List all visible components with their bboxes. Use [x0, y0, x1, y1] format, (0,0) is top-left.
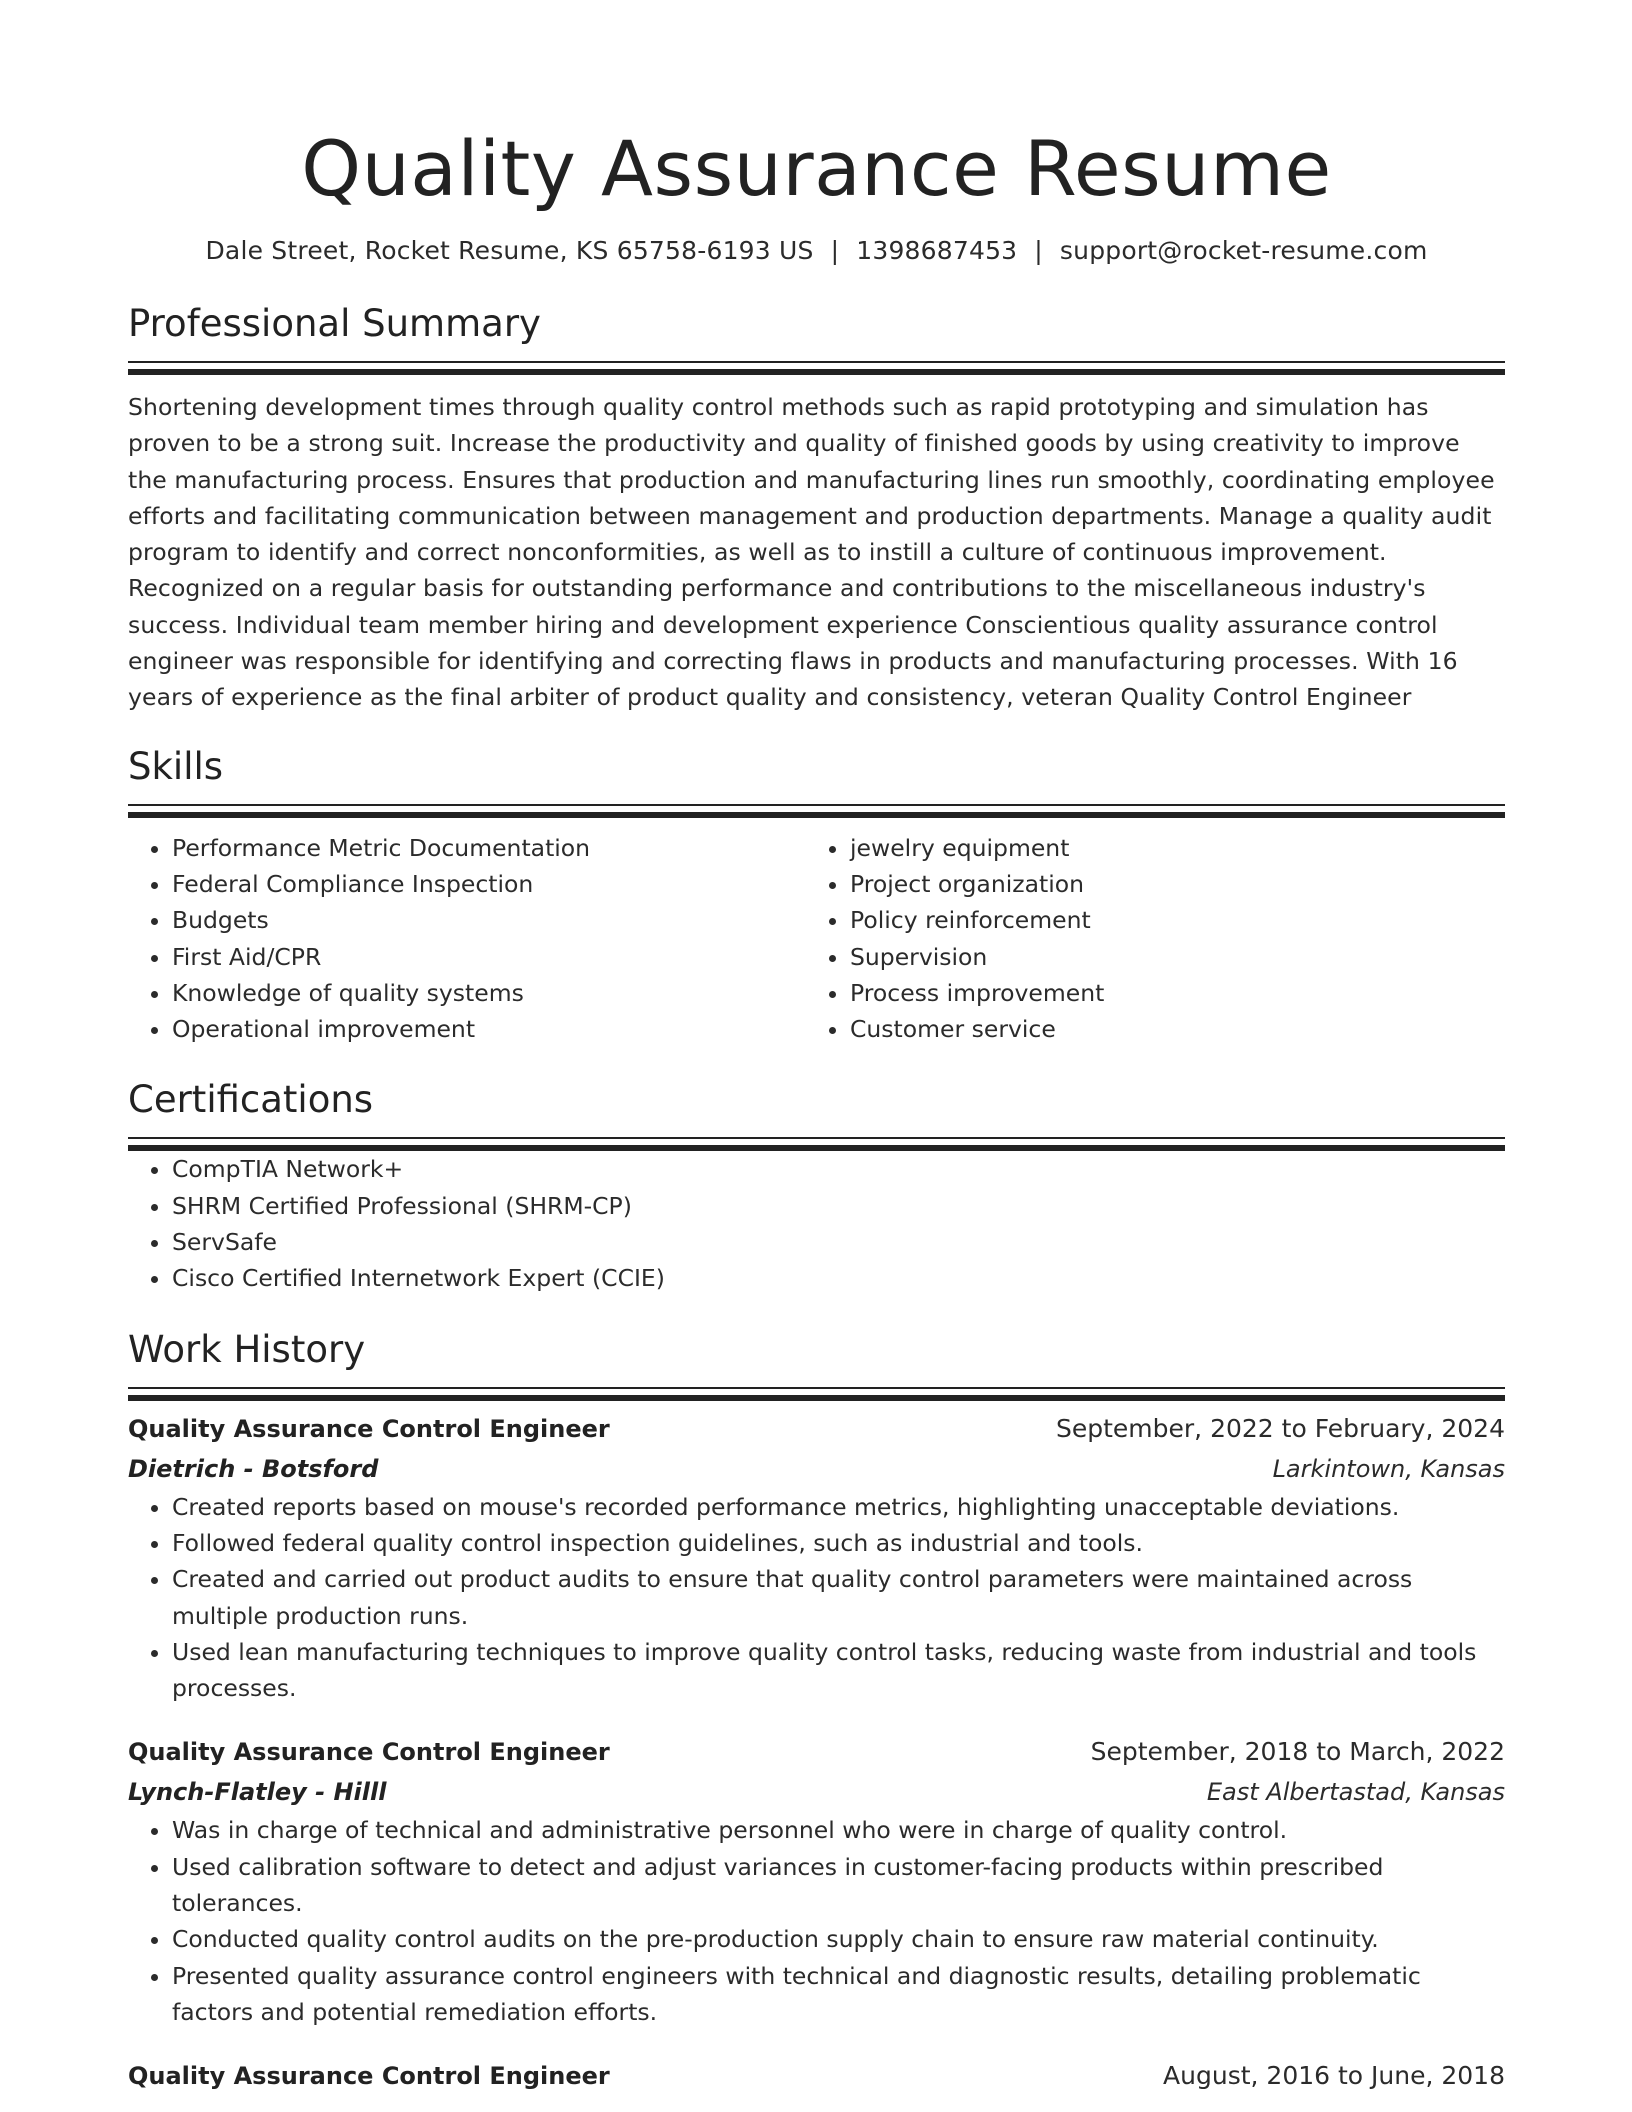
- job-company: Lynch-Flatley - Hilll: [128, 1778, 387, 1807]
- section-title: Skills: [128, 744, 224, 788]
- contact-separator: |: [830, 236, 840, 265]
- job-bullet: • Created and carried out product audits to ensure that quality control parameters were maintained across multiple production runs.: [172, 1561, 1505, 1634]
- certification-list: [128, 1151, 1505, 1296]
- job-responsibilities: [128, 1489, 1505, 1707]
- job-company-row: [128, 1772, 1505, 1812]
- section-skills: [128, 744, 1505, 1048]
- skill-item: • Operational improvement: [172, 1011, 806, 1047]
- job-list: [128, 1409, 1505, 2097]
- section-divider: [128, 1387, 1505, 1401]
- skill-item: • Performance Metric Documentation: [172, 830, 806, 866]
- job-title: Quality Assurance Control Engineer: [128, 2062, 610, 2091]
- skill-item: • Supervision: [850, 939, 1484, 975]
- resume-title: Quality Assurance Resume: [301, 124, 1332, 213]
- job-bullet: • Used calibration software to detect and adjust variances in customer-facing products within prescribed tolerances.: [172, 1849, 1505, 1922]
- job-bullet: • Followed federal quality control inspection guidelines, such as industrial and tools.: [172, 1525, 1505, 1561]
- job-entry: [128, 1409, 1505, 1707]
- job-location: Larkintown, Kansas: [1272, 1454, 1505, 1483]
- skill-item: • Knowledge of quality systems: [172, 975, 806, 1011]
- section-divider: [128, 804, 1505, 818]
- skill-item: • First Aid/CPR: [172, 939, 806, 975]
- job-dates: August, 2016 to June, 2018: [1163, 2061, 1505, 2091]
- job-header-row: [128, 2056, 1505, 2096]
- job-bullet: • Presented quality assurance control engineers with technical and diagnostic results, detailing problematic factors and potential remediation efforts.: [172, 1958, 1505, 2031]
- contact-separator: |: [1034, 236, 1043, 265]
- section-professional-summary: [128, 301, 1505, 716]
- section-certifications: [128, 1077, 1505, 1296]
- section-divider: [128, 1137, 1505, 1151]
- skills-column-right: [806, 830, 1484, 1048]
- skill-item: • Federal Compliance Inspection: [172, 866, 806, 902]
- skills-grid: [128, 830, 1505, 1048]
- job-bullet: • Was in charge of technical and administrative personnel who were in charge of quality control.: [172, 1812, 1505, 1848]
- skills-column-left: [128, 830, 806, 1048]
- section-divider: [128, 361, 1505, 375]
- job-header-row: [128, 1409, 1505, 1449]
- skill-item: • Process improvement: [850, 975, 1484, 1011]
- skill-item: • Project organization: [850, 866, 1484, 902]
- contact-address: Dale Street, Rocket Resume, KS 65758-6193 US: [205, 236, 814, 265]
- certification-item: • Cisco Certified Internetwork Expert (CCIE): [172, 1260, 1505, 1296]
- job-bullet: • Created reports based on mouse's recorded performance metrics, highlighting unacceptable deviations.: [172, 1489, 1505, 1525]
- summary-text: Shortening development times through quality control methods such as rapid prototyping and simulation has proven to be a strong suit. Increase the productivity and quality of finished goods by using creativity to improve the manufacturing process. Ensures that production and manufacturing lines run smoothly, coordinating employee efforts and facilitating communication between management and production departments. Manage a quality audit program to identify and correct nonconformities, as well as to instill a culture of continuous improvement. Recognized on a regular basis for outstanding performance and contributions to the miscellaneous industry's success. Individual team member hiring and development experience Conscientious quality assurance control engineer was responsible for identifying and correcting flaws in products and manufacturing processes. With 16 years of experience as the final arbiter of product quality and consistency, veteran Quality Control Engineer: [128, 393, 1495, 712]
- job-title: Quality Assurance Control Engineer: [128, 1414, 610, 1443]
- job-company: Dietrich - Botsford: [128, 1454, 379, 1483]
- job-dates: September, 2022 to February, 2024: [1056, 1413, 1505, 1443]
- job-dates: September, 2018 to March, 2022: [1090, 1737, 1505, 1767]
- job-location: East Albertastad, Kansas: [1206, 1778, 1505, 1807]
- section-title: Professional Summary: [128, 302, 541, 345]
- section-title: Certifications: [128, 1078, 374, 1122]
- contact-line: [128, 235, 1505, 267]
- job-entry: [128, 2056, 1505, 2096]
- job-entry: [128, 1732, 1505, 2030]
- job-title: Quality Assurance Control Engineer: [128, 1738, 610, 1767]
- section-title: Work History: [128, 1327, 366, 1371]
- job-company-row: [128, 1449, 1505, 1489]
- contact-phone: 1398687453: [856, 236, 1018, 265]
- job-header-row: [128, 1732, 1505, 1772]
- job-bullet: • Conducted quality control audits on the pre-production supply chain to ensure raw material continuity.: [172, 1921, 1505, 1957]
- skill-item: • Policy reinforcement: [850, 902, 1484, 938]
- certification-item: • SHRM Certified Professional (SHRM-CP): [172, 1188, 1505, 1224]
- resume-page: [128, 0, 1505, 2096]
- job-responsibilities: [128, 1812, 1505, 2030]
- certification-item: • ServSafe: [172, 1224, 1505, 1260]
- contact-email: support@rocket-resume.com: [1059, 236, 1428, 265]
- job-bullet: • Used lean manufacturing techniques to improve quality control tasks, reducing waste from industrial and tools processes.: [172, 1634, 1505, 1707]
- skill-item: • Budgets: [172, 902, 806, 938]
- section-work-history: [128, 1327, 1505, 2097]
- skill-item: • Customer service: [850, 1011, 1484, 1047]
- certification-item: • CompTIA Network+: [172, 1151, 1505, 1187]
- skill-item: • jewelry equipment: [850, 830, 1484, 866]
